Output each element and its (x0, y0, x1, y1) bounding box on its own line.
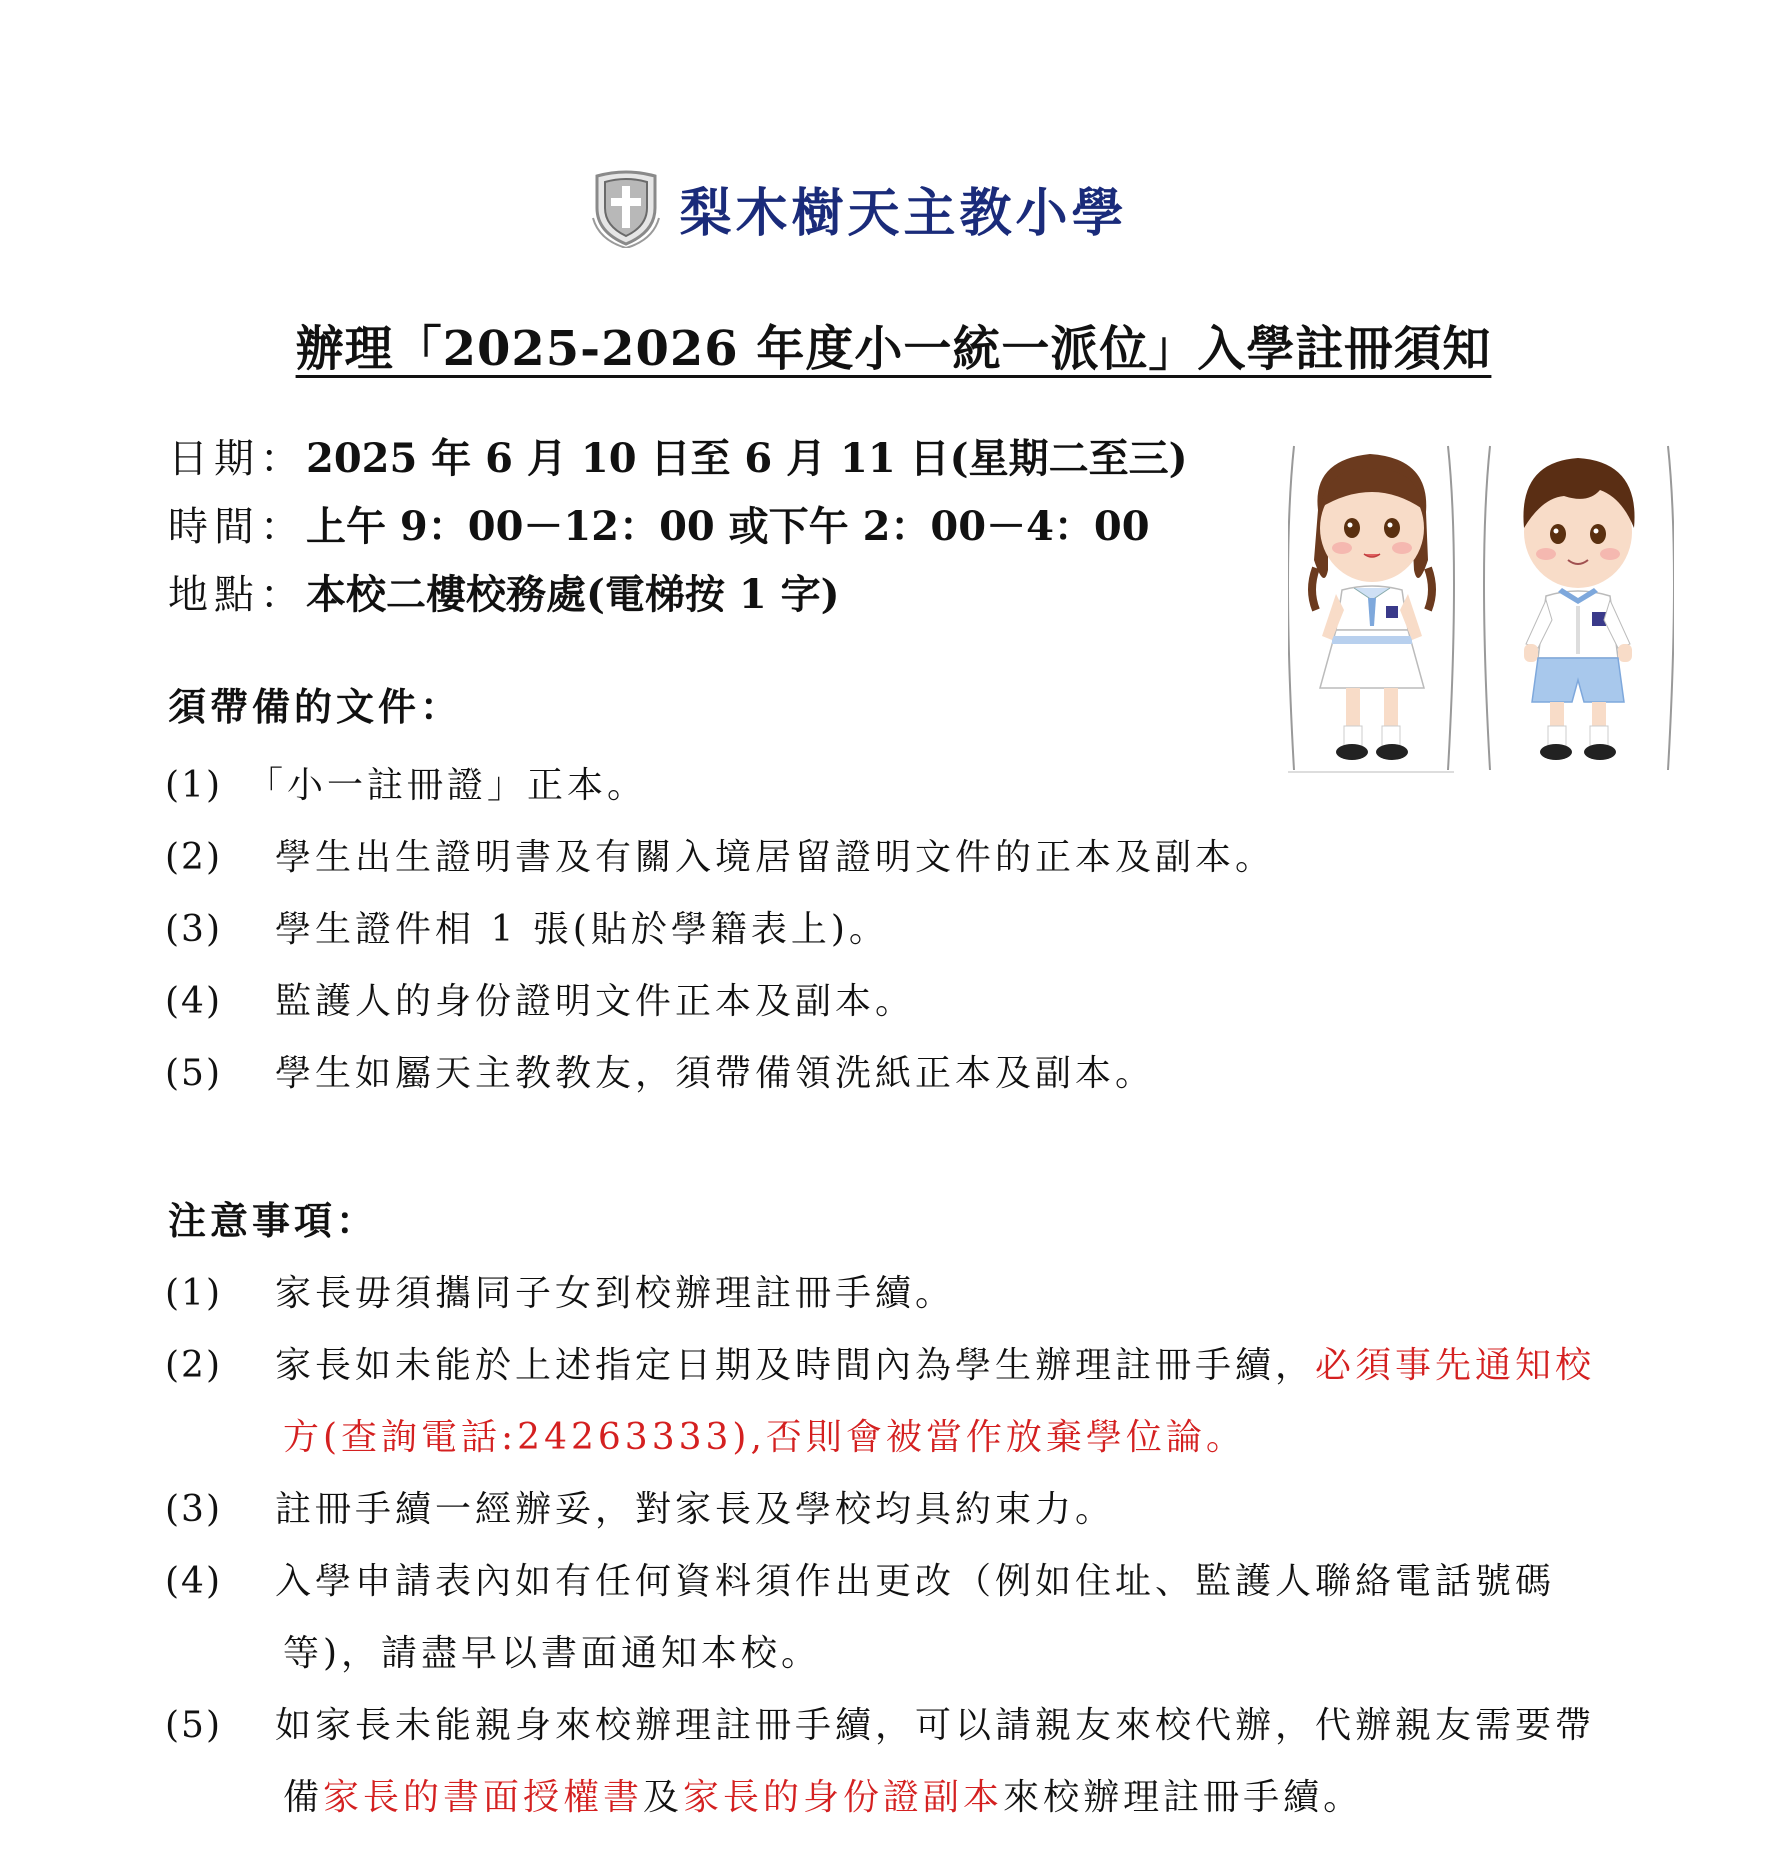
documents-heading: 須帶備的文件： (168, 684, 463, 729)
documents-list (165, 750, 1275, 1110)
item-number: (3) (165, 909, 222, 950)
place-value: 本校二樓校務處(電梯按 1 字) (306, 571, 840, 618)
item-text: 及 (643, 1777, 684, 1818)
item-text: 學生出生證明書及有關入境居留證明文件的正本及副本。 (275, 837, 1276, 878)
list-item (165, 1690, 1595, 1762)
date-row (168, 425, 1188, 493)
item-number: (1) (165, 765, 222, 806)
place-label: 地點： (168, 572, 306, 618)
item-number: (1) (165, 1273, 222, 1314)
list-item (165, 894, 1275, 966)
girl-figure (1312, 454, 1432, 760)
item-text: 註冊手續一經辦妥，對家長及學校均具約束力。 (275, 1489, 1116, 1530)
list-item (165, 1546, 1595, 1618)
time-value: 上午 9：00－12：00 或下午 2：00－4：00 (306, 503, 1150, 550)
item-text: 學生如屬天主教教友，須帶備領洗紙正本及副本。 (275, 1053, 1156, 1094)
list-item (165, 750, 1275, 822)
page-title-text: 辦理「2025-2026 年度小一統一派位」入學註冊須知 (295, 321, 1492, 377)
item-number: (2) (165, 837, 222, 878)
item-number: (4) (165, 981, 222, 1022)
item-number: (5) (165, 1053, 222, 1094)
date-value: 2025 年 6 月 10 日至 6 月 11 日(星期二至三) (306, 435, 1188, 482)
item-highlight: 方(查詢電話:24263333),否則會被當作放棄學位論。 (283, 1417, 1246, 1458)
page-title (0, 310, 1787, 379)
item-number: (4) (165, 1561, 222, 1602)
item-text: 等)，請盡早以書面通知本校。 (283, 1633, 822, 1674)
school-header (0, 168, 1787, 248)
item-text: 「小一註冊證」正本。 (247, 765, 648, 806)
list-item (165, 966, 1275, 1038)
item-highlight: 家長的身份證副本 (683, 1777, 1004, 1818)
time-label: 時間： (168, 504, 306, 550)
students-illustration (1288, 440, 1674, 776)
notes-list (165, 1258, 1595, 1834)
school-crest-icon (589, 168, 663, 248)
list-item (165, 1038, 1275, 1110)
list-item-continuation (165, 1618, 1595, 1690)
notes-heading: 注意事項： (168, 1198, 379, 1243)
event-info (168, 425, 1188, 629)
list-item (165, 1258, 1595, 1330)
list-item (165, 822, 1275, 894)
place-row (168, 561, 1188, 629)
item-number: (3) (165, 1489, 222, 1530)
item-text: 如家長未能親身來校辦理註冊手續，可以請親友來校代辦，代辦親友需要帶 (275, 1705, 1596, 1746)
list-item (165, 1330, 1595, 1402)
item-text: 來校辦理註冊手續。 (1003, 1777, 1364, 1818)
item-text: 備 (283, 1777, 324, 1818)
item-highlight: 家長的書面授權書 (323, 1777, 644, 1818)
date-label: 日期： (168, 436, 306, 482)
school-name: 梨木樹天主教小學 (679, 182, 1128, 244)
time-row (168, 493, 1188, 561)
list-item-continuation (165, 1402, 1595, 1474)
item-highlight: 必須事先通知校 (1315, 1345, 1596, 1386)
boy-figure (1523, 458, 1634, 760)
list-item-continuation (165, 1762, 1595, 1834)
item-number: (2) (165, 1345, 222, 1386)
item-text: 家長如未能於上述指定日期及時間內為學生辦理註冊手續， (275, 1345, 1316, 1386)
item-text: 監護人的身份證明文件正本及副本。 (275, 981, 916, 1022)
item-text: 家長毋須攜同子女到校辦理註冊手續。 (275, 1273, 956, 1314)
item-text: 入學申請表內如有任何資料須作出更改（例如住址、監護人聯絡電話號碼 (275, 1561, 1556, 1602)
item-number: (5) (165, 1705, 222, 1746)
list-item (165, 1474, 1595, 1546)
item-text: 學生證件相 1 張(貼於學籍表上)。 (275, 909, 889, 950)
